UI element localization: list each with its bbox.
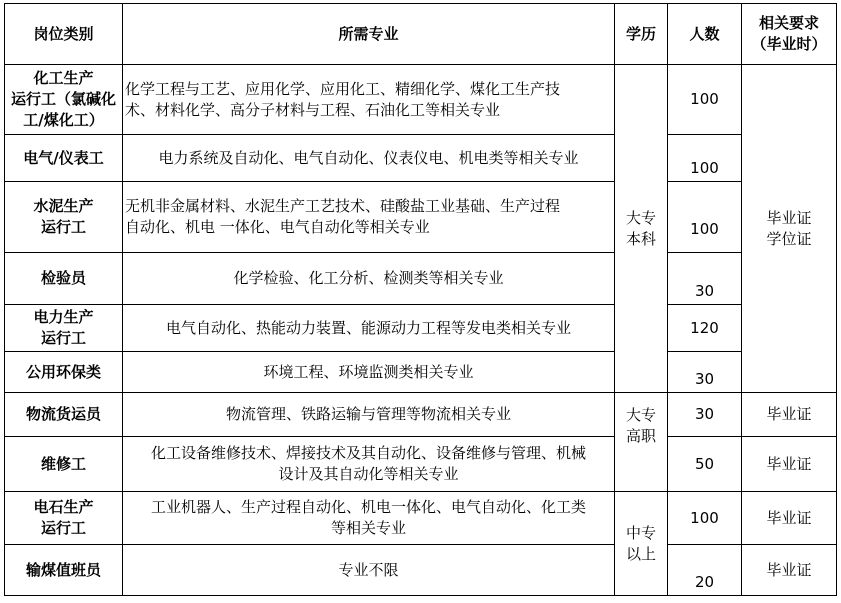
col-header-count: 人数 xyxy=(668,4,742,65)
col-header-position: 岗位类别 xyxy=(5,4,123,65)
position-cell: 物流货运员 xyxy=(5,393,123,437)
education-cell-technical: 中专 以上 xyxy=(615,492,668,596)
count-cell: 100 xyxy=(668,65,742,135)
major-cell: 工业机器人、生产过程自动化、机电一体化、电气自动化、化工类 等相关专业 xyxy=(123,492,615,545)
position-cell: 水泥生产 运行工 xyxy=(5,182,123,253)
position-cell: 公用环保类 xyxy=(5,352,123,393)
major-cell: 环境工程、环境监测类相关专业 xyxy=(123,352,615,393)
education-cell-bachelor: 大专 本科 xyxy=(615,65,668,393)
count-cell: 30 xyxy=(668,393,742,437)
table-row xyxy=(5,492,837,545)
position-cell: 化工生产 运行工（氯碱化 工/煤化工） xyxy=(5,65,123,135)
requirement-cell: 毕业证 xyxy=(742,393,837,437)
table-row xyxy=(5,545,837,596)
position-cell: 检验员 xyxy=(5,253,123,305)
major-cell: 电气自动化、热能动力装置、能源动力工程等发电类相关专业 xyxy=(123,305,615,352)
requirement-cell: 毕业证 xyxy=(742,492,837,545)
header-row xyxy=(5,4,837,65)
recruitment-table xyxy=(4,3,837,596)
table-row xyxy=(5,393,837,437)
col-header-education: 学历 xyxy=(615,4,668,65)
major-cell: 无机非金属材料、水泥生产工艺技术、硅酸盐工业基础、生产过程 自动化、机电 一体化、电气自动化等相关专业 xyxy=(123,182,615,253)
requirement-cell-bachelor: 毕业证 学位证 xyxy=(742,65,837,393)
major-cell: 化学检验、化工分析、检测类等相关专业 xyxy=(123,253,615,305)
requirement-cell: 毕业证 xyxy=(742,545,837,596)
requirement-cell: 毕业证 xyxy=(742,437,837,492)
table-row xyxy=(5,65,837,135)
count-cell: 100 xyxy=(668,492,742,545)
major-cell: 化工设备维修技术、焊接技术及其自动化、设备维修与管理、机械 设计及其自动化等相关专业 xyxy=(123,437,615,492)
position-cell: 电力生产 运行工 xyxy=(5,305,123,352)
count-cell: 30 xyxy=(668,352,742,393)
education-cell-college: 大专 高职 xyxy=(615,393,668,492)
col-header-major: 所需专业 xyxy=(123,4,615,65)
major-cell: 专业不限 xyxy=(123,545,615,596)
position-cell: 电气/仪表工 xyxy=(5,135,123,182)
position-cell: 维修工 xyxy=(5,437,123,492)
position-cell: 电石生产 运行工 xyxy=(5,492,123,545)
table-row xyxy=(5,352,837,393)
table-row xyxy=(5,135,837,182)
count-cell: 30 xyxy=(668,253,742,305)
table-row xyxy=(5,305,837,352)
table-row xyxy=(5,253,837,305)
table-row xyxy=(5,182,837,253)
count-cell: 100 xyxy=(668,135,742,182)
count-cell: 120 xyxy=(668,305,742,352)
count-cell: 50 xyxy=(668,437,742,492)
major-cell: 电力系统及自动化、电气自动化、仪表仪电、机电类等相关专业 xyxy=(123,135,615,182)
table-row xyxy=(5,437,837,492)
count-cell: 100 xyxy=(668,182,742,253)
count-cell: 20 xyxy=(668,545,742,596)
major-cell: 化学工程与工艺、应用化学、应用化工、精细化学、煤化工生产技 术、材料化学、高分子材料与工程、石油化工等相关专业 xyxy=(123,65,615,135)
major-cell: 物流管理、铁路运输与管理等物流相关专业 xyxy=(123,393,615,437)
position-cell: 输煤值班员 xyxy=(5,545,123,596)
col-header-requirement: 相关要求 （毕业时） xyxy=(742,4,837,65)
